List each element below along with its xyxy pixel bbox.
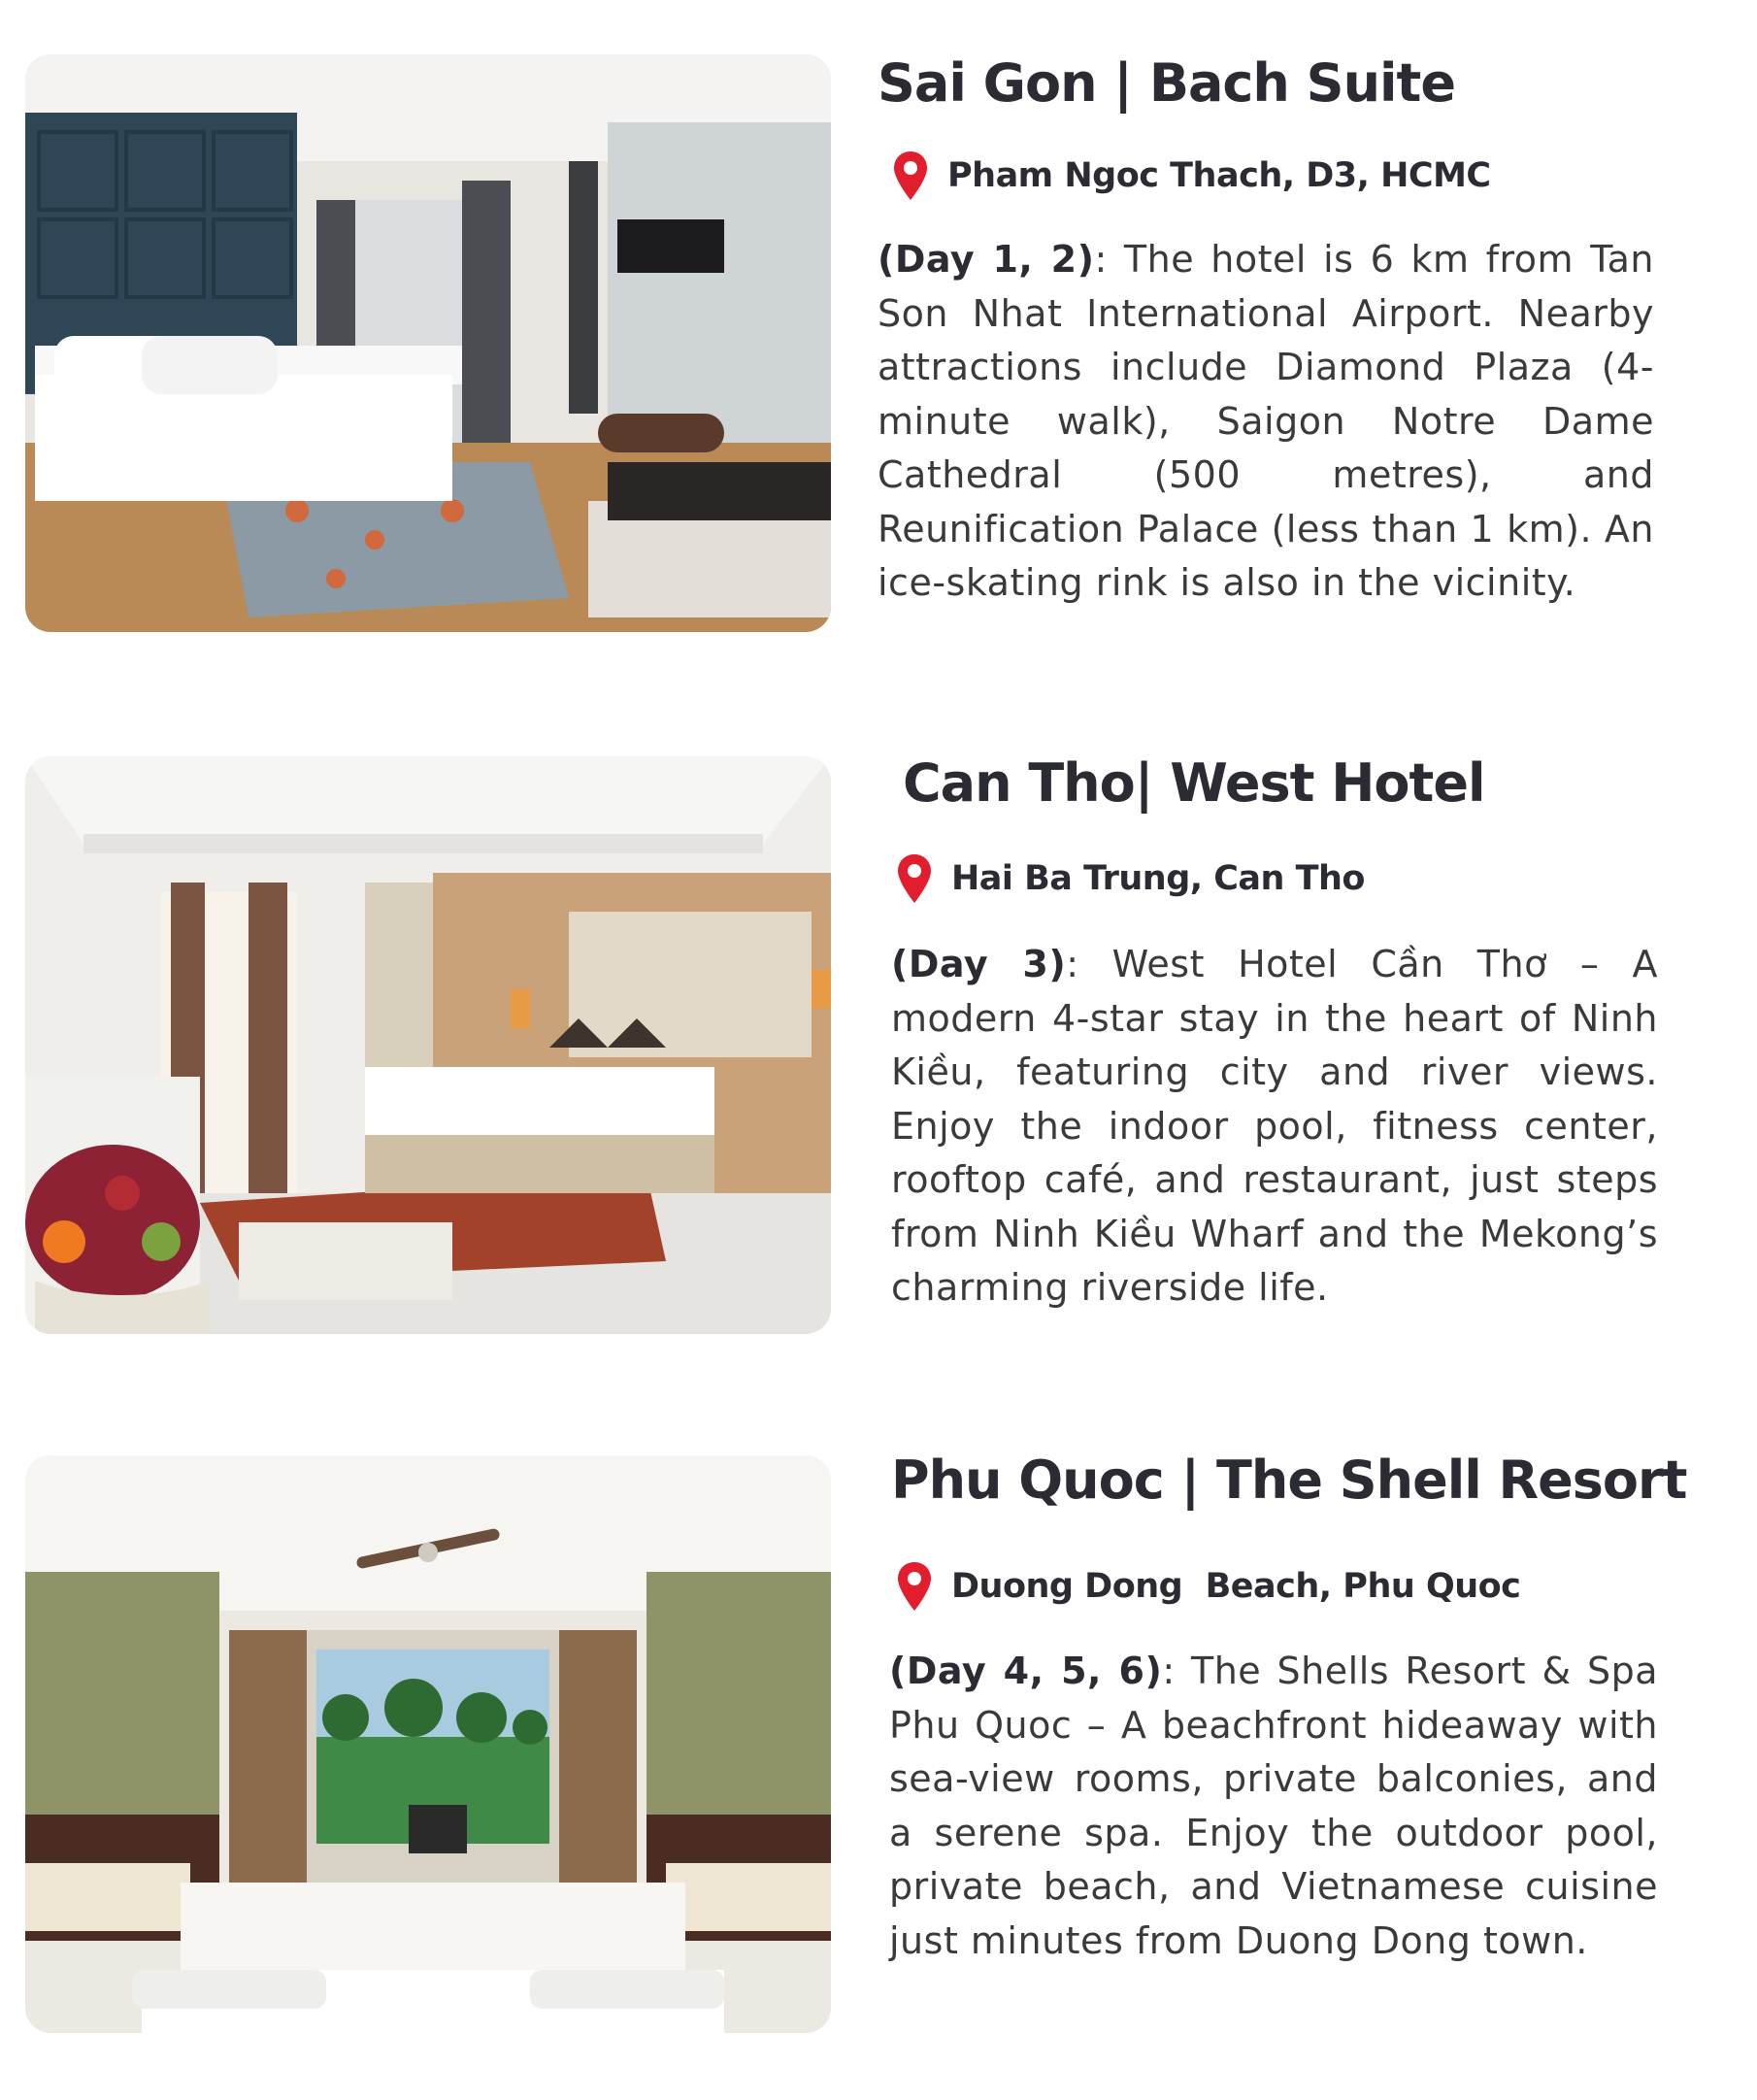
hotel-title: Phu Quoc | The Shell Resort xyxy=(891,1450,1687,1511)
stay-days: (Day 4, 5, 6) xyxy=(889,1650,1163,1692)
hotel-title: Sai Gon | Bach Suite xyxy=(878,52,1455,114)
location-text: Duong Dong Beach, Phu Quoc xyxy=(951,1567,1521,1606)
hotel-photo xyxy=(25,54,831,632)
stay-days: (Day 1, 2) xyxy=(878,238,1095,281)
location-text: Hai Ba Trung, Can Tho xyxy=(951,859,1365,898)
description-text: : The hotel is 6 km from Tan Son Nhat International Airport. Nearby attractions include Diamond Plaza (4-minute walk), Saigon Notre Dame Cathedral (500 metres), and Reunification Palace (less than 1 km). An ice-skating rink is also in the vicinity. xyxy=(878,238,1655,604)
stay-days: (Day 3) xyxy=(891,943,1067,985)
hotel-room-photo-icon xyxy=(25,756,831,1334)
location-pin-icon xyxy=(895,1560,934,1613)
hotel-description xyxy=(891,938,1658,1316)
location-pin-icon xyxy=(891,150,930,202)
description-text: : The Shells Resort & Spa Phu Quoc – A beachfront hideaway with sea-view rooms, private balconies, and a serene spa. Enjoy the outdoor pool, private beach, and Vietnamese cuisine just minutes from Duong Dong town. xyxy=(889,1650,1658,1962)
hotel-photo xyxy=(25,1455,831,2033)
hotel-location xyxy=(891,150,1491,202)
location-text: Pham Ngoc Thach, D3, HCMC xyxy=(947,156,1491,195)
hotel-room-photo-icon xyxy=(25,54,831,632)
hotel-location xyxy=(895,1560,1520,1613)
hotel-description xyxy=(889,1645,1658,1968)
location-pin-icon xyxy=(895,852,934,905)
description-text: : West Hotel Cần Thơ – A modern 4-star stay in the heart of Ninh Kiều, featuring city and river views. Enjoy the indoor pool, fitness center, rooftop café, and restaurant, just steps from Ninh Kiều Wharf and the Mekong’s charming riverside life. xyxy=(891,943,1658,1309)
hotel-description xyxy=(878,233,1654,611)
hotel-title: Can Tho| West Hotel xyxy=(903,752,1485,814)
hotel-room-photo-icon xyxy=(25,1455,831,2033)
hotel-location xyxy=(895,852,1365,905)
hotel-photo xyxy=(25,756,831,1334)
